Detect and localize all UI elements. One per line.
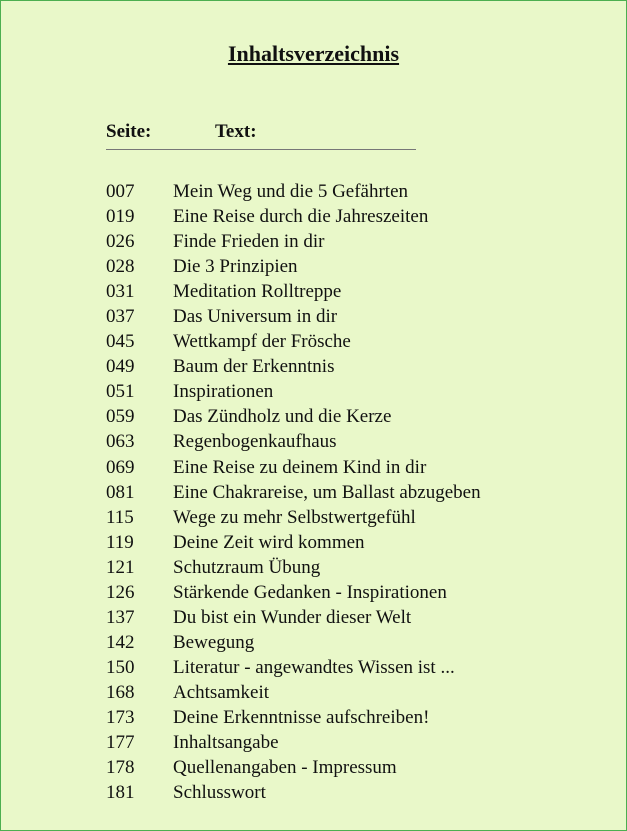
toc-entry <box>106 680 586 705</box>
toc-entry-page: 173 <box>106 706 135 728</box>
toc-entry-page: 019 <box>106 206 135 228</box>
toc-entry-text: Das Universum in dir <box>173 306 338 328</box>
toc-entry-text: Das Zündholz und die Kerze <box>173 406 392 428</box>
toc-entry <box>106 279 586 304</box>
toc-entry-page: 031 <box>106 281 135 303</box>
toc-entry-page: 150 <box>106 656 135 678</box>
toc-entry-text: Die 3 Prinzipien <box>173 256 298 278</box>
toc-entry <box>106 780 586 805</box>
toc-entry-text: Wege zu mehr Selbstwertgefühl <box>173 506 416 528</box>
toc-entry-page: 059 <box>106 406 135 428</box>
toc-entry-text: Finde Frieden in dir <box>173 231 325 253</box>
toc-entry-text: Deine Zeit wird kommen <box>173 531 365 553</box>
toc-entry-page: 121 <box>106 556 135 578</box>
toc-entry-page: 181 <box>106 782 135 804</box>
toc-entry-page: 177 <box>106 732 135 754</box>
toc-entry <box>106 655 586 680</box>
toc-entry-page: 049 <box>106 356 135 378</box>
toc-entry-text: Bewegung <box>173 631 255 653</box>
toc-entry-page: 045 <box>106 331 135 353</box>
toc-entry-page: 051 <box>106 381 135 403</box>
toc-list <box>106 179 586 805</box>
toc-entry <box>106 730 586 755</box>
toc-entry <box>106 379 586 404</box>
header-text-label: Text: <box>215 121 257 142</box>
toc-entry-text: Schutzraum Übung <box>173 556 321 578</box>
toc-entry <box>106 179 586 204</box>
toc-entry-page: 069 <box>106 456 135 478</box>
toc-entry <box>106 204 586 229</box>
toc-entry-page: 142 <box>106 631 135 653</box>
toc-entry-text: Stärkende Gedanken - Inspirationen <box>173 581 447 603</box>
toc-entry-text: Inspirationen <box>173 381 274 403</box>
toc-entry-text: Meditation Rolltreppe <box>173 281 342 303</box>
toc-entry-page: 028 <box>106 256 135 278</box>
toc-entry <box>106 329 586 354</box>
toc-entry-text: Eine Chakrareise, um Ballast abzugeben <box>173 481 481 503</box>
toc-header <box>106 121 416 150</box>
toc-entry-page: 137 <box>106 606 135 628</box>
toc-entry <box>106 480 586 505</box>
toc-entry <box>106 630 586 655</box>
toc-entry-page: 037 <box>106 306 135 328</box>
toc-entry-page: 063 <box>106 431 135 453</box>
toc-entry-text: Du bist ein Wunder dieser Welt <box>173 606 412 628</box>
toc-entry-page: 126 <box>106 581 135 603</box>
toc-entry-page: 007 <box>106 181 135 202</box>
toc-entry-text: Achtsamkeit <box>173 681 270 703</box>
toc-entry <box>106 705 586 730</box>
toc-entry <box>106 530 586 555</box>
toc-entry-text: Inhaltsangabe <box>173 732 279 754</box>
page-title: Inhaltsverzeichnis <box>227 41 400 66</box>
toc-entry-text: Regenbogenkaufhaus <box>173 431 337 453</box>
toc-entry-text: Mein Weg und die 5 Gefährten <box>173 181 409 202</box>
header-page-label: Seite: <box>106 121 152 142</box>
toc-entry-page: 178 <box>106 757 135 779</box>
toc-entry-page: 115 <box>106 506 134 528</box>
toc-entry <box>106 555 586 580</box>
toc-entry-page: 026 <box>106 231 135 253</box>
toc-entry-page: 168 <box>106 681 135 703</box>
toc-entry-page: 119 <box>106 531 134 553</box>
toc-entry <box>106 429 586 454</box>
toc-entry-text: Wettkampf der Frösche <box>173 331 351 353</box>
toc-entry-text: Literatur - angewandtes Wissen ist ... <box>173 656 455 678</box>
toc-entry <box>106 354 586 379</box>
toc-entry-text: Schlusswort <box>173 782 266 804</box>
toc-entry-text: Quellenangaben - Impressum <box>173 757 397 779</box>
toc-entry-text: Eine Reise durch die Jahreszeiten <box>173 206 429 228</box>
toc-entry-page: 081 <box>106 481 135 503</box>
toc-entry-text: Deine Erkenntnisse aufschreiben! <box>173 706 430 728</box>
toc-entry <box>106 254 586 279</box>
toc-entry-text: Eine Reise zu deinem Kind in dir <box>173 456 427 478</box>
toc-entry <box>106 229 586 254</box>
toc-entry <box>106 755 586 780</box>
toc-entry <box>106 505 586 530</box>
toc-entry <box>106 605 586 630</box>
toc-entry <box>106 455 586 480</box>
toc-entry <box>106 580 586 605</box>
toc-entry <box>106 304 586 329</box>
toc-entry-text: Baum der Erkenntnis <box>173 356 335 378</box>
toc-entry <box>106 404 586 429</box>
